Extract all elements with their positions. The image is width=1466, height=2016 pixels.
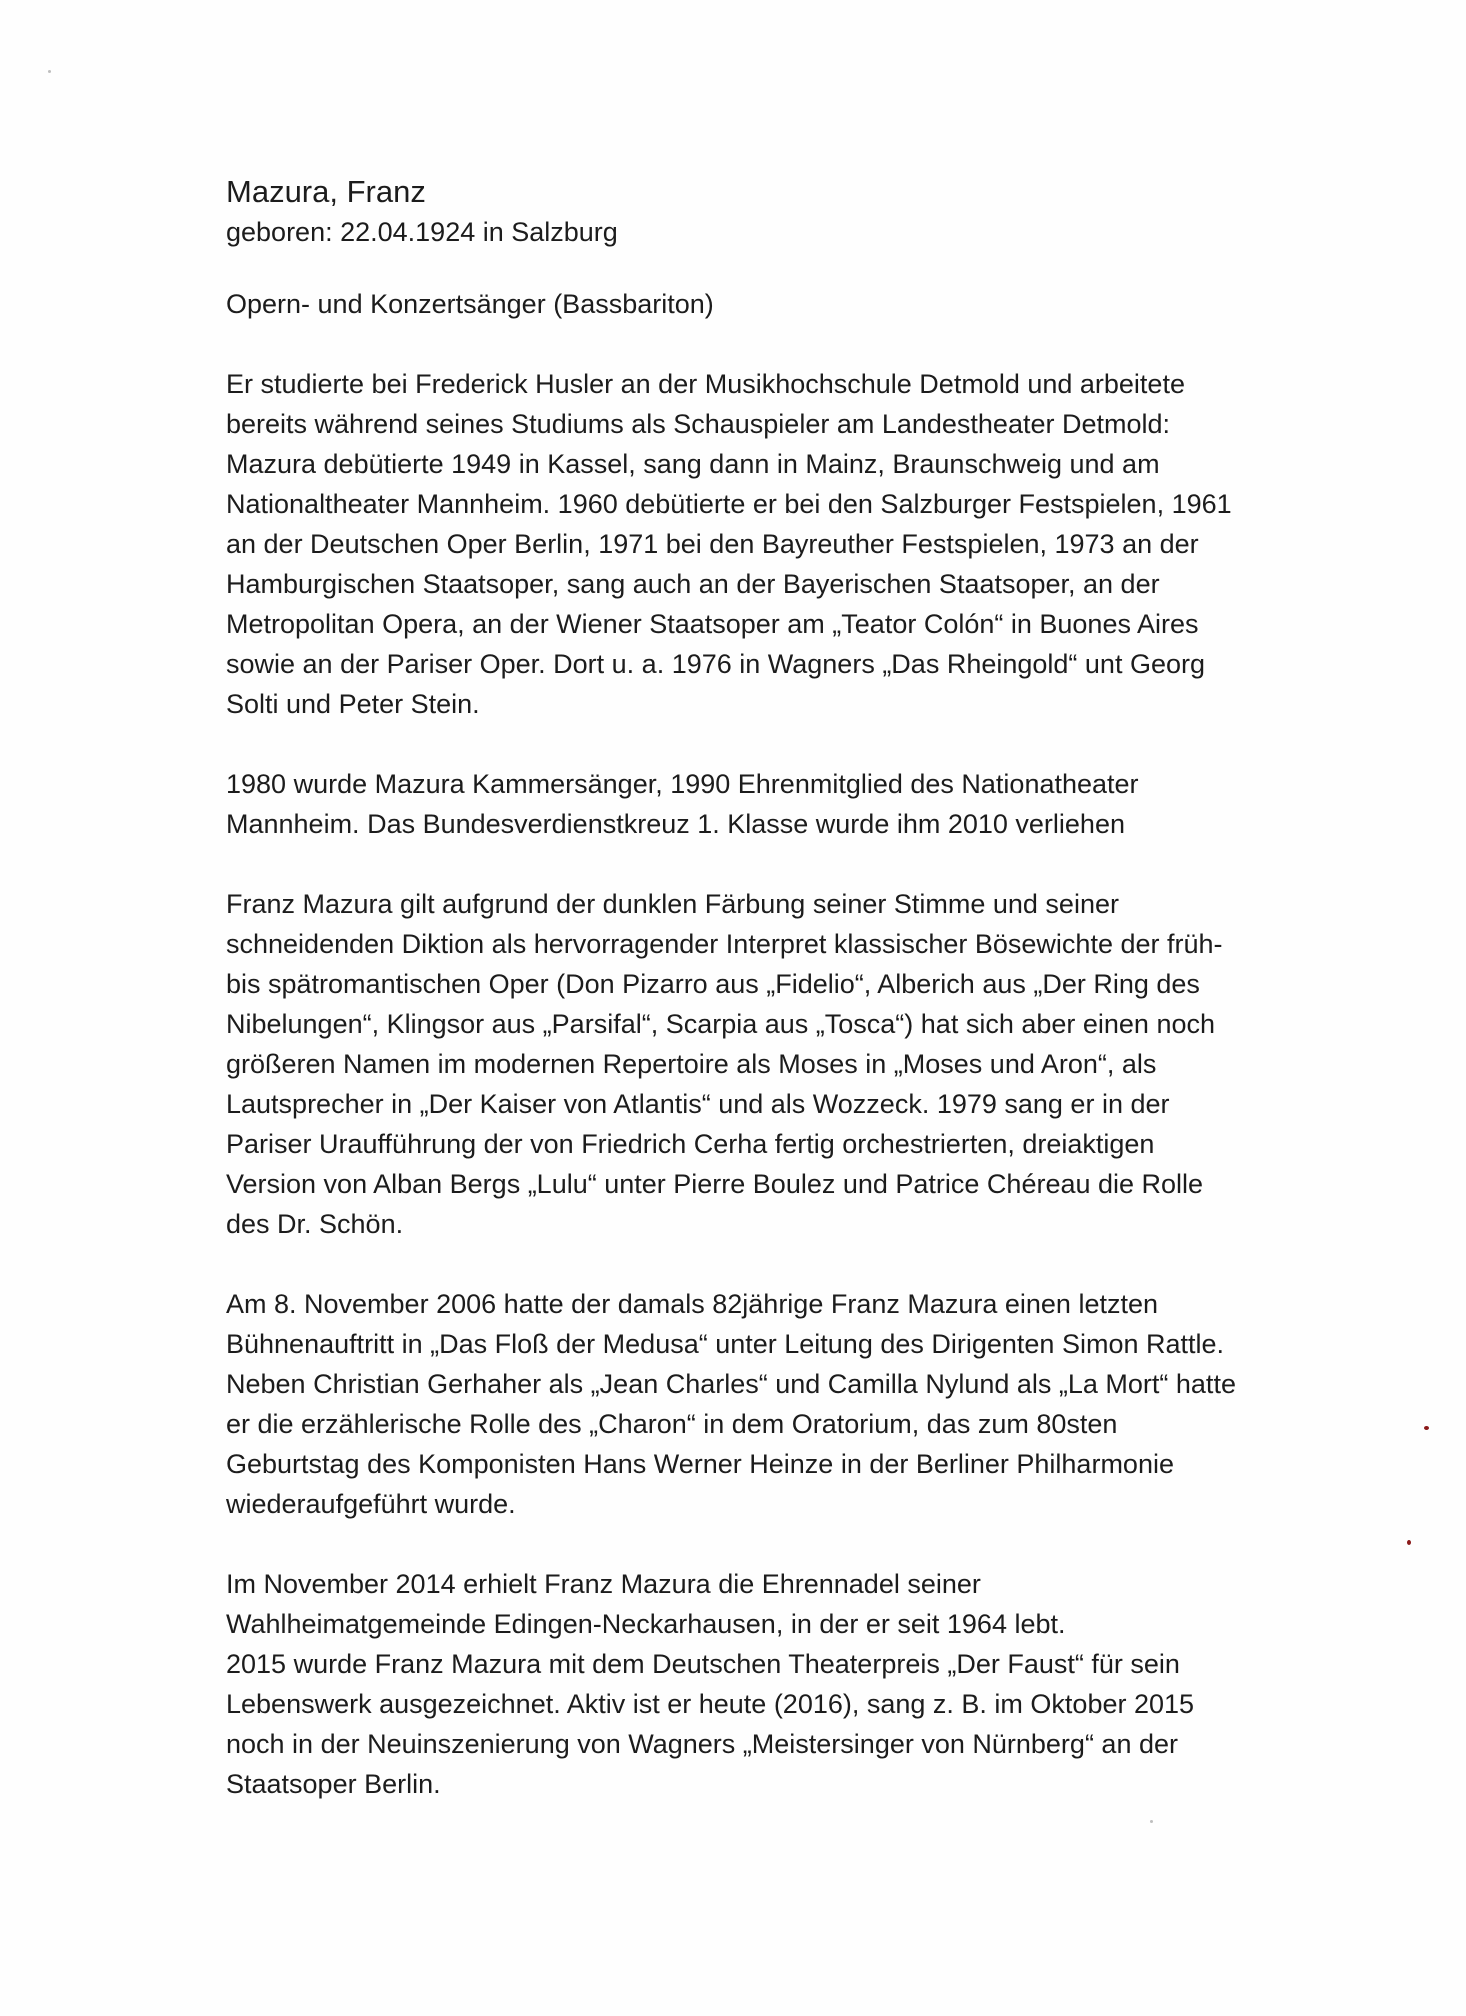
text-line: größeren Namen im modernen Repertoire als Moses in „Moses und Aron“, als	[226, 1049, 1157, 1079]
text-line: Lebenswerk ausgezeichnet. Aktiv ist er heute (2016), sang z. B. im Oktober 2015	[226, 1689, 1195, 1719]
text-line: des Dr. Schön.	[226, 1209, 404, 1239]
text-line: an der Deutschen Oper Berlin, 1971 bei den Bayreuther Festspielen, 1973 an der	[226, 529, 1199, 559]
text-line: Version von Alban Bergs „Lulu“ unter Pierre Boulez und Patrice Chéreau die Rolle	[226, 1169, 1204, 1199]
text-line: er die erzählerische Rolle des „Charon“ in dem Oratorium, das zum 80sten	[226, 1409, 1118, 1439]
text-line: Nibelungen“, Klingsor aus „Parsifal“, Scarpia aus „Tosca“) hat sich aber einen noch	[226, 1009, 1215, 1039]
paragraph	[226, 1564, 1286, 1804]
text-line: bis spätromantischen Oper (Don Pizarro aus „Fidelio“, Alberich aus „Der Ring des	[226, 969, 1200, 999]
text-line: Wahlheimatgemeinde Edingen-Neckarhausen, in der er seit 1964 lebt.	[226, 1609, 1066, 1639]
text-line: Staatsoper Berlin.	[226, 1769, 441, 1799]
text-line: sowie an der Pariser Oper. Dort u. a. 1976 in Wagners „Das Rheingold“ unt Georg	[226, 649, 1205, 679]
spacer	[226, 1244, 1286, 1284]
scan-speck	[1407, 1540, 1411, 1545]
scan-speck	[1424, 1426, 1429, 1430]
text-line: Mazura debütierte 1949 in Kassel, sang dann in Mainz, Braunschweig und am	[226, 449, 1160, 479]
text-line: Pariser Uraufführung der von Friedrich Cerha fertig orchestrierten, dreiaktigen	[226, 1129, 1155, 1159]
text-line: wiederaufgeführt wurde.	[226, 1489, 516, 1519]
text-line: Solti und Peter Stein.	[226, 689, 480, 719]
spacer	[226, 724, 1286, 764]
spacer	[226, 324, 1286, 364]
person-name: Mazura, Franz	[226, 174, 426, 209]
text-line: Am 8. November 2006 hatte der damals 82jährige Franz Mazura einen letzten	[226, 1289, 1159, 1319]
text-line: Bühnenauftritt in „Das Floß der Medusa“ unter Leitung des Dirigenten Simon Rattle.	[226, 1329, 1225, 1359]
paragraph	[226, 1284, 1286, 1524]
text-line: 2015 wurde Franz Mazura mit dem Deutschen Theaterpreis „Der Faust“ für sein	[226, 1649, 1180, 1679]
profession: Opern- und Konzertsänger (Bassbariton)	[226, 289, 714, 319]
paragraph	[226, 364, 1286, 724]
text-line: Im November 2014 erhielt Franz Mazura die Ehrennadel seiner	[226, 1569, 981, 1599]
text-line: Neben Christian Gerhaher als „Jean Charles“ und Camilla Nylund als „La Mort“ hatte	[226, 1369, 1236, 1399]
text-line: Geburtstag des Komponisten Hans Werner Heinze in der Berliner Philharmonie	[226, 1449, 1174, 1479]
spacer	[226, 844, 1286, 884]
birth-info: geboren: 22.04.1924 in Salzburg	[226, 217, 618, 247]
text-line: 1980 wurde Mazura Kammersänger, 1990 Ehrenmitglied des Nationatheater	[226, 769, 1139, 799]
scan-speck	[48, 70, 51, 73]
spacer	[226, 252, 1286, 284]
paragraph	[226, 884, 1286, 1244]
spacer	[226, 1524, 1286, 1564]
text-line: Er studierte bei Frederick Husler an der Musikhochschule Detmold und arbeitete	[226, 369, 1185, 399]
text-line: schneidenden Diktion als hervorragender Interpret klassischer Bösewichte der früh-	[226, 929, 1223, 959]
text-line: Mannheim. Das Bundesverdienstkreuz 1. Klasse wurde ihm 2010 verliehen	[226, 809, 1125, 839]
scan-speck	[1150, 1820, 1153, 1823]
biography-paragraphs	[226, 364, 1286, 1804]
paragraph	[226, 764, 1286, 844]
text-line: noch in der Neuinszenierung von Wagners „Meistersinger von Nürnberg“ an der	[226, 1729, 1178, 1759]
text-line: Hamburgischen Staatsoper, sang auch an der Bayerischen Staatsoper, an der	[226, 569, 1160, 599]
text-line: Metropolitan Opera, an der Wiener Staatsoper am „Teator Colón“ in Buones Aires	[226, 609, 1199, 639]
document-body	[226, 172, 1286, 1804]
text-line: Nationaltheater Mannheim. 1960 debütierte er bei den Salzburger Festspielen, 1961	[226, 489, 1232, 519]
text-line: bereits während seines Studiums als Schauspieler am Landestheater Detmold:	[226, 409, 1171, 439]
text-line: Lautsprecher in „Der Kaiser von Atlantis“ und als Wozzeck. 1979 sang er in der	[226, 1089, 1170, 1119]
text-line: Franz Mazura gilt aufgrund der dunklen Färbung seiner Stimme und seiner	[226, 889, 1119, 919]
